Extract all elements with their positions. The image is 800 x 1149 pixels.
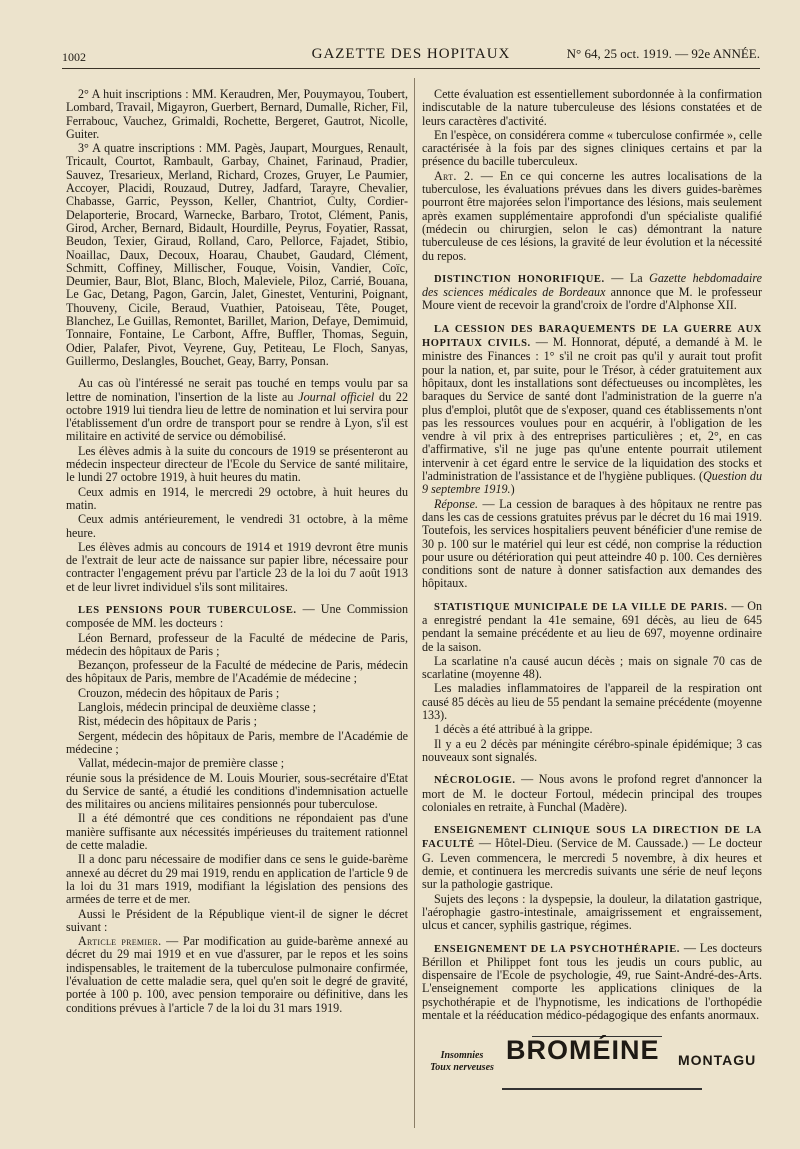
member-entry: Sergent, médecin des hôpitaux de Paris, membre de l'Académie de médecine ; bbox=[66, 728, 408, 756]
paragraph: Il y a eu 2 décès par méningite cérébro-spinale épidémique; 3 cas nouveaux sont signalés. bbox=[422, 736, 762, 764]
paragraph: Sujets des leçons : la dyspepsie, la douleur, la dilatation gastrique, l'aérophagie gastro-intestinale, amaigrissement et engraissement, ulcus et cancer, syphilis gastrique, régimes. bbox=[422, 891, 762, 933]
article-psychotherapie: ENSEIGNEMENT DE LA PSYCHOTHÉRAPIE. — Les docteurs Bérillon et Philippet font tous les jeudis un cours public, au dispensaire de l'Ecole de psychologie, 49, rue Saint-André-des-Arts. L'enseignement comporte les applications cliniques de la psychothérapie et de l'hypnotisme, les indications de l'orthopédie mentale et la rééducation médico-pédagogique des enfants anormaux. bbox=[422, 940, 762, 1022]
paragraph: Aussi le Président de la République vient-il de signer le décret suivant : bbox=[66, 906, 408, 934]
section-heading: LES PENSIONS POUR TUBERCULOSE. bbox=[78, 604, 297, 616]
paragraph: Les maladies inflammatoires de l'appareil de la respiration ont causé 85 décès au lieu de 55 pendant la semaine précédente (moyenne 133). bbox=[422, 681, 762, 723]
ad-maker: MONTAGU bbox=[678, 1052, 757, 1069]
ad-indications: Insomnies Toux nerveuses bbox=[430, 1050, 494, 1074]
header-rule bbox=[62, 68, 760, 69]
article-necrologie: NÉCROLOGIE. — Nous avons le profond regret d'annoncer la mort de M. le docteur Fortoul, médecin principal des troupes coloniales en retraite, à Funchal (Madère). bbox=[422, 772, 762, 814]
article-distinction: DISTINCTION HONORIFIQUE. — La Gazette hebdomadaire des sciences médicales de Bordeaux annonce que M. le professeur Moure vient de recevoir la grand'croix de l'ordre d'Alphonse XII. bbox=[422, 270, 762, 313]
member-entry: Crouzon, médecin des hôpitaux de Paris ; bbox=[78, 685, 280, 700]
paragraph: 1 décès a été attribué à la grippe. bbox=[434, 722, 593, 737]
issue-info: N° 64, 25 oct. 1919. — 92e ANNÉE. bbox=[566, 46, 760, 61]
section-heading: ENSEIGNEMENT CLINIQUE SOUS LA DIRECTION DE LA FACULTÉ bbox=[422, 825, 762, 851]
paragraph: La scarlatine n'a causé aucun décès ; mais on signale 70 cas de scarlatine (moyenne 48). bbox=[422, 653, 762, 682]
section-heading: LA CESSION DES BARAQUEMENTS DE LA GUERRE AUX HOPITAUX CIVILS. bbox=[422, 323, 762, 350]
ad-rule bbox=[502, 1088, 702, 1090]
paragraph: Les élèves admis à la suite du concours de 1919 se présenteront au médecin inspecteur directeur de l'Ecole du Service de santé militaire, le lundi 27 octobre 1919, à huit heures du matin. bbox=[66, 443, 408, 485]
paragraph: Art. 2. — En ce qui concerne les autres localisations de la tuberculose, les évaluations prévues dans les divers guides-barèmes pourront être majorées selon l'importance des lésions, mais seulement après examen supplémentaire approfondi d'un spécialiste qualifié (médecin ou chirurgien, selon le cas) démontrant la nature tuberculeuse de ces lésions, la gravité de leur évolution et la nécessité du repos. bbox=[422, 168, 762, 263]
paragraph: Les élèves admis au concours de 1914 et 1919 devront être munis de l'extrait de leur acte de naissance sur papier libre, nécessaire pour contracter l'engagement prévu par l'article 23 de la loi du 7 août 1913 et de leur livret individuel s'ils sont militaires. bbox=[66, 539, 408, 594]
paragraph: Ceux admis antérieurement, le vendredi 31 octobre, à la même heure. bbox=[66, 512, 408, 540]
article-pensions: LES PENSIONS POUR TUBERCULOSE. — Une Commission composée de MM. les docteurs : bbox=[66, 601, 408, 631]
advertisement bbox=[422, 1036, 762, 1104]
running-header bbox=[62, 44, 760, 66]
ad-brand: BROMÉINE bbox=[506, 1035, 660, 1066]
paragraph: 3° A quatre inscriptions : MM. Pagès, Jaupart, Mourgues, Renault, Tricault, Courtot, Rambault, Garbay, Chainet, Farinaud, Pradier, Sauvez, Tresarieux, Merland, Richard, Crozes, Gruyer, Le Paumier, Accoyer, Placidi, Rouzaud, Dutrey, Jadfard, Tarayre, Chevalier, Chabasse, Garric, Peysson, Keller, Chantriot, Culty, Cordier-Delaporterie, Brocard, Warnecke, Barbaro, Trotot, Clément, Panis, Girod, Archer, Bernard, Bidault, Hourdille, Peyrus, Foyatier, Rassat, Beudon, Texier, Giraud, Rolland, Caro, Pellorce, Fajadet, Stibio, Noaillac, Daux, Decoux, Hoarau, Chaubet, Gaudard, Clément, Schmitt, Coffiney, Millischer, Fouque, Voisin, Vandier, Coïc, Deumier, Baur, Blot, Blanc, Bloch, Maleviele, Piloz, Carrié, Bouana, Le Gac, Detang, Pagon, Garcin, Jalet, Ginestet, Venturini, Poignant, Thouveny, Cicile, Beraud, Vuathier, Patoiseau, Tête, Pouget, Blanchez, Le Guillas, Remontet, Barillet, Marion, Defaye, Demimuid, Tonnaire, Fontaine, Le Carbont, Affre, Buffler, Thomas, Seguin, Odier, Palafer, Pivot, Veyrene, Guy, Petiteau, Le Floch, Sanyas, Guillermo, Deslangles, Bouchet, Geay, Barry, Ponsan. bbox=[66, 141, 408, 368]
reply-label: Réponse. bbox=[434, 496, 478, 511]
paragraph: Réponse. — La cession de baraques à des hôpitaux ne rentre pas dans les cas de cessions gratuites prévus par le décret du 16 mai 1919. Toutefois, les services hospitaliers peuvent bénéficier d'une remise de 30 p. 100 sur le matériel qui leur est cédé, non comprise la réduction pour usure ou détérioration qui peut atteindre 40 p. 100. Ces dernières conditions sont de nature à donner satisfaction aux demandes des hôpitaux. bbox=[422, 496, 762, 591]
paragraph: En l'espèce, on considérera comme « tuberculose confirmée », celle caractérisée à la fois par des signes cliniques certains et par la présence du bacille tuberculeux. bbox=[422, 127, 762, 169]
publication-title: GAZETTE DES HOPITAUX bbox=[311, 46, 511, 62]
section-heading: ENSEIGNEMENT DE LA PSYCHOTHÉRAPIE. bbox=[434, 943, 681, 955]
paragraph: 2° A huit inscriptions : MM. Keraudren, Mer, Pouymayou, Toubert, Lombard, Travail, Migayron, Guerbert, Bernard, Dumalle, Richer, Fil, Ferrabouc, Vauchez, Grimaldi, Rochette, Bergeret, Gautrot, Nicolle, Guiter. bbox=[66, 87, 408, 141]
member-entry: Vallat, médecin-major de première classe ; bbox=[78, 756, 285, 771]
paragraph: Il a été démontré que ces conditions ne répondaient pas d'une manière suffisante aux nécessités impérieuses du traitement rationnel de cette maladie. bbox=[66, 811, 408, 853]
section-heading: NÉCROLOGIE. bbox=[434, 775, 516, 787]
column-divider bbox=[414, 78, 415, 1128]
right-column bbox=[422, 88, 762, 1104]
paragraph: réunie sous la présidence de M. Louis Mourier, sous-secrétaire d'Etat du Service de santé, a étudié les conditions d'indemnisation actuelle des militaires ou anciens militaires pensionnés pour tuberculose. bbox=[66, 770, 408, 812]
member-entry: Langlois, médecin principal de deuxième classe ; bbox=[78, 700, 317, 715]
article-enseignement-clinique: ENSEIGNEMENT CLINIQUE SOUS LA DIRECTION DE LA FACULTÉ — Hôtel-Dieu. (Service de M. Caussade.) — Le docteur G. Leven commencera, le mercredi 5 novembre, à dix heures et demie, et continuera les mercredis suivants une série de neuf leçons sur la pathologie gastrique. bbox=[422, 825, 762, 892]
section-heading: DISTINCTION HONORIFIQUE. bbox=[434, 273, 605, 285]
member-entry: Bezançon, professeur de la Faculté de médecine de Paris, médecin des hôpitaux de Paris, membre de l'Académie de médecine ; bbox=[66, 658, 408, 686]
article-label: Art. 2. bbox=[434, 168, 474, 183]
page-number: 1002 bbox=[62, 50, 86, 64]
article-cession: LA CESSION DES BARAQUEMENTS DE LA GUERRE AUX HOPITAUX CIVILS. — M. Honnorat, député, a demandé à M. le ministre des Finances : 1° s'il ne croit pas qu'il y aurait tout profit pour la nation, et, par suite, pour le Trésor, à céder gratuitement aux hôpitaux, dont les installations sont défectueuses ou incomplètes, les baraques du Service de santé dont l'administration de la guerre n'a plus d'emploi, plutôt que de s'exposer, quand ces établissements n'ont pas les ressources voulues pour en acquérir, à l'obligation de les vendre à vil prix à des entreprises particulières ; et, 2°, en cas d'affirmative, s'il ne juge pas qu'une entente pourrait utilement intervenir à cet égard entre le service de la liquidation des stocks et l'administration de l'assistance et de l'hygiène publiques. (Question du 9 septembre 1919.) bbox=[422, 323, 762, 497]
article-statistique: STATISTIQUE MUNICIPALE DE LA VILLE DE PARIS. — On a enregistré pendant la 41e semaine, 691 décès, au lieu de 645 pendant la semaine précédente et au lieu de 697, moyenne ordinaire de la saison. bbox=[422, 598, 763, 654]
paragraph: Ceux admis en 1914, le mercredi 29 octobre, à huit heures du matin. bbox=[66, 484, 408, 512]
member-entry: Rist, médecin des hôpitaux de Paris ; bbox=[78, 714, 258, 729]
member-entry: Léon Bernard, professeur de la Faculté de médecine de Paris, médecin des hôpitaux de Paris ; bbox=[66, 630, 408, 658]
left-column bbox=[66, 88, 408, 1016]
paragraph: Au cas où l'intéressé ne serait pas touché en temps voulu par sa lettre de nomination, l'insertion de la liste au Journal officiel du 22 octobre 1919 lui tiendra lieu de lettre de nomination et lui servira pour l'établissement d'un ordre de transport pour se rendre à Lyon, s'il est militaire en activité de service ou démobilisé. bbox=[66, 376, 408, 444]
paragraph: Article premier. — Par modification au guide-barème annexé au décret du 29 mai 1919 et en vue d'assurer, par le repos et les soins indispensables, le traitement de la tuberculose pulmonaire confirmée, l'évaluation de cette maladie sera, quel qu'en soit le degré de gravité, portée à 100 p. 100, avec pension temporaire ou définitive, dans les conditions prévues à l'article 7 de la loi du 31 mars 1919. bbox=[66, 934, 408, 1015]
paragraph: Il a donc paru nécessaire de modifier dans ce sens le guide-barème annexé au décret du 29 mai 1919, rendu en application de l'article 9 de la loi du 31 mars 1919, modifiant la législation des pensions des armées de terre et de mer. bbox=[66, 852, 408, 907]
article-label: Article premier. bbox=[78, 934, 162, 949]
paragraph: Cette évaluation est essentiellement subordonnée à la confirmation indiscutable de la nature tuberculeuse des lésions constatées et de leurs caractères d'activité. bbox=[422, 87, 762, 128]
section-heading: STATISTIQUE MUNICIPALE DE LA VILLE DE PARIS. bbox=[434, 601, 728, 613]
